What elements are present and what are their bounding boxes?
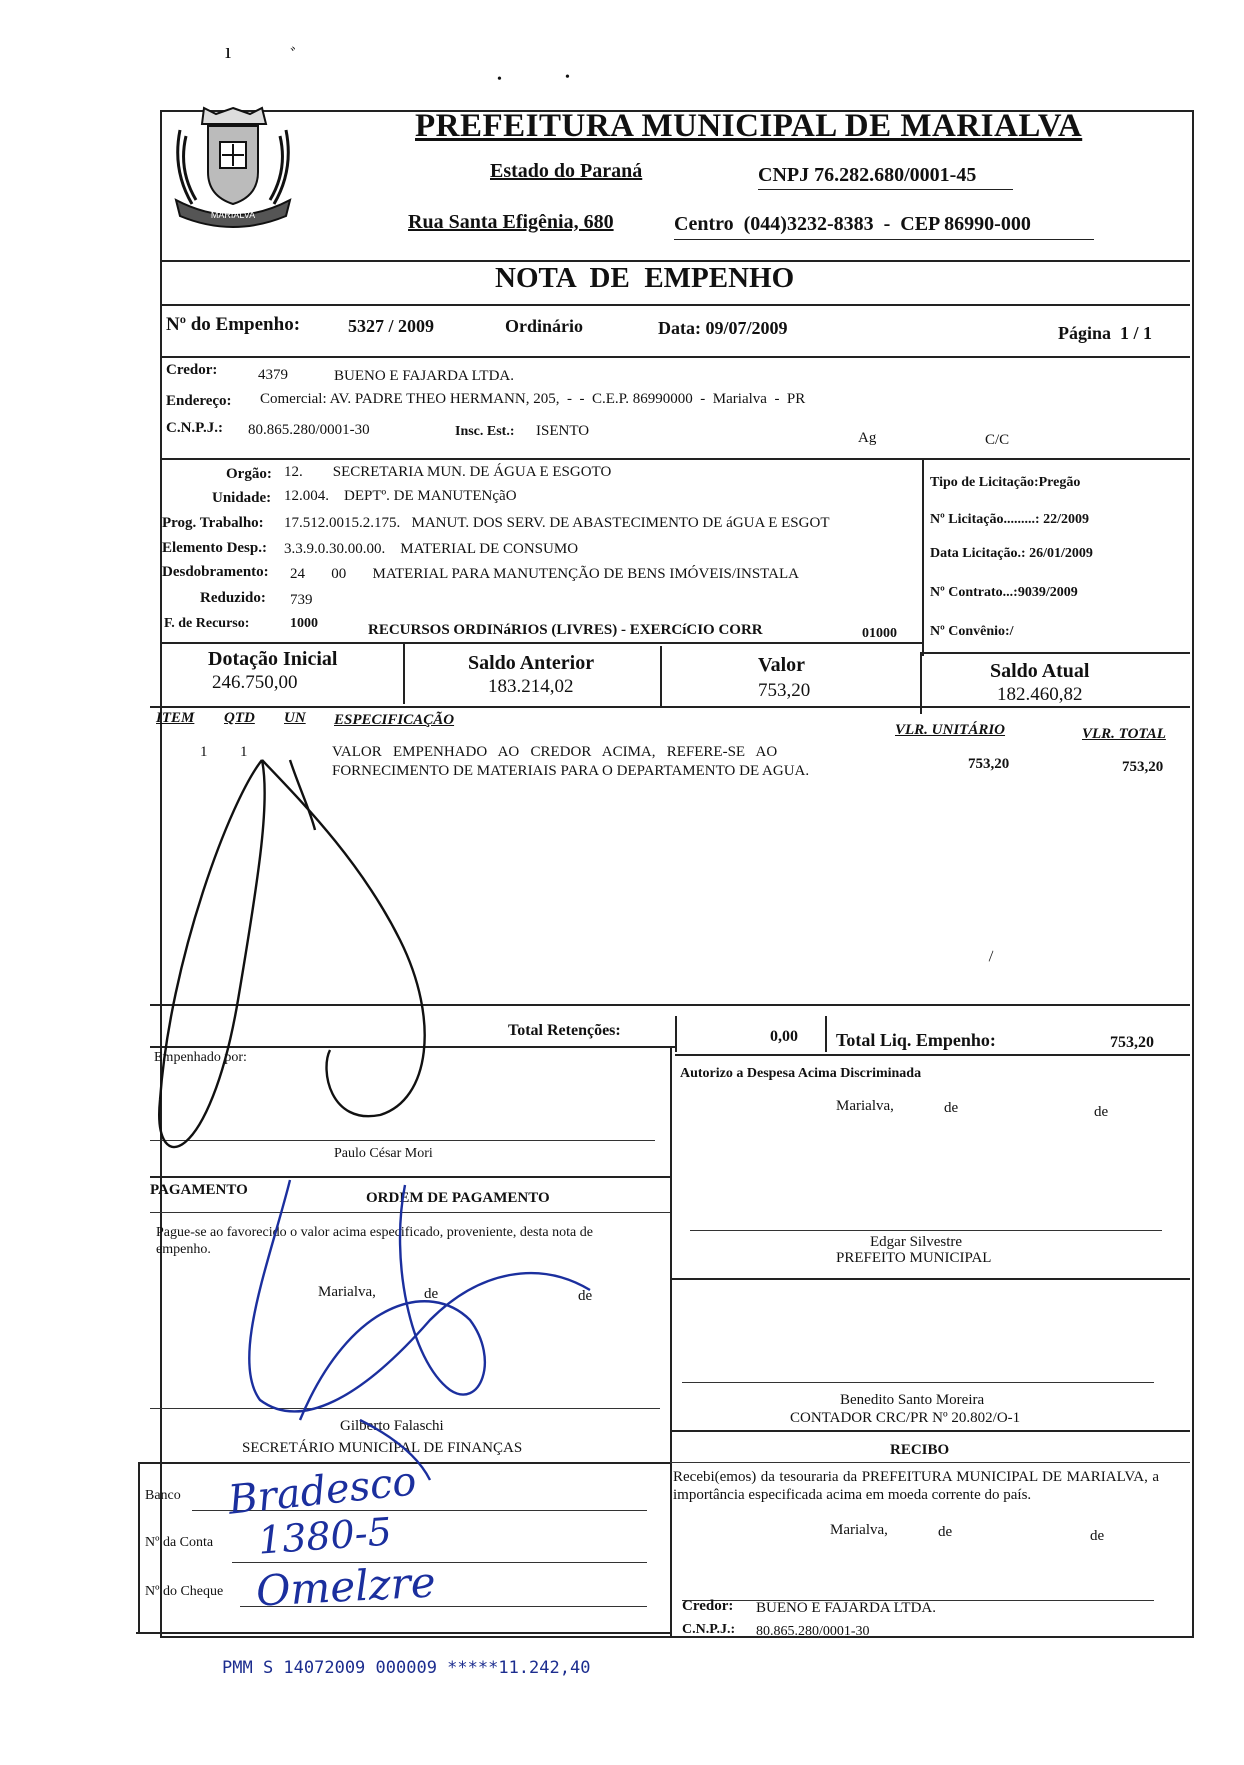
- unidade-value: 12.004. DEPTº. DE MANUTENçãO: [284, 488, 517, 504]
- orgao-value: 12. SECRETARIA MUN. DE ÁGUA E ESGOTO: [284, 464, 612, 480]
- saldo-atual-label: Saldo Atual: [990, 660, 1090, 682]
- dotacao-label: Dotação Inicial: [208, 648, 338, 670]
- elemento-value: 3.3.9.0.30.00.00. MATERIAL DE CONSUMO: [284, 541, 579, 557]
- recibo-cnpj-label: C.N.P.J.:: [682, 1622, 736, 1637]
- scan-mark: ﾞ: [290, 46, 299, 66]
- empenhado-label: Empenhado por:: [154, 1050, 247, 1065]
- secretario-name: Gilberto Falaschi: [340, 1418, 444, 1434]
- col-spec: ESPECIFICAÇÃO: [334, 712, 455, 728]
- retencoes-value: 0,00: [770, 1028, 798, 1045]
- contador-name: Benedito Santo Moreira: [840, 1392, 985, 1408]
- retencoes-label: Total Retenções:: [508, 1022, 621, 1039]
- insc-value: ISENTO: [536, 423, 590, 439]
- saldo-atual-value: 182.460,82: [997, 684, 1083, 705]
- recurso-desc: RECURSOS ORDINáRIOS (LIVRES) - EXERCíCIO CORR: [368, 622, 763, 638]
- banco-handwritten: Bradesco: [226, 1458, 419, 1524]
- total-liquido-label: Total Liq. Empenho:: [836, 1030, 996, 1050]
- autorizo-place: Marialva,: [836, 1098, 894, 1114]
- empenho-date: Data: 09/07/2009: [658, 318, 788, 338]
- scan-mark: \: [983, 948, 998, 965]
- col-qtd: QTD: [224, 710, 255, 726]
- item-number: 1: [200, 744, 208, 760]
- empenho-type: Ordinário: [505, 316, 584, 336]
- payment-stamp: PMM S 14072009 000009 *****11.242,40: [222, 1658, 591, 1678]
- pagamento-title: PAGAMENTO: [150, 1182, 248, 1198]
- item-qtd: 1: [240, 744, 248, 760]
- col-total: VLR. TOTAL: [1082, 726, 1166, 742]
- prog-value: 17.512.0015.2.175. MANUT. DOS SERV. DE ABASTECIMENTO DE áGUA E ESGOT: [284, 515, 830, 531]
- valor-value: 753,20: [758, 680, 811, 701]
- conta-label: Nº da Conta: [145, 1535, 214, 1550]
- recibo-place: Marialva,: [830, 1522, 888, 1538]
- autorizo-de2: de: [1094, 1104, 1109, 1120]
- empenho-number: 5327 / 2009: [348, 316, 435, 336]
- pagamento-de1: de: [424, 1286, 439, 1302]
- saldo-anterior-label: Saldo Anterior: [468, 652, 595, 674]
- recibo-title: RECIBO: [890, 1442, 950, 1458]
- cnpj-label: CNPJ 76.282.680/0001-45: [758, 164, 977, 186]
- insc-label: Insc. Est.:: [455, 424, 515, 439]
- licitacao-data: Data Licitação.: 26/01/2009: [930, 546, 1093, 561]
- document-type-title: NOTA DE EMPENHO: [495, 262, 795, 294]
- banco-label: Banco: [145, 1488, 181, 1503]
- credor-code: 4379: [258, 367, 288, 383]
- credor-name: BUENO E FAJARDA LTDA.: [334, 368, 515, 384]
- cc-label: C/C: [985, 432, 1010, 448]
- recibo-credor: BUENO E FAJARDA LTDA.: [756, 1600, 937, 1616]
- endereco-label: Endereço:: [166, 393, 232, 409]
- address-street: Rua Santa Efigênia, 680: [408, 211, 614, 233]
- orgao-label: Orgão:: [226, 466, 272, 482]
- item-spec-line2: FORNECIMENTO DE MATERIAIS PARA O DEPARTAMENTO DE AGUA.: [332, 763, 810, 779]
- ordem-pagamento-title: ORDEM DE PAGAMENTO: [366, 1190, 550, 1206]
- empenho-number-label: Nº do Empenho:: [166, 314, 301, 335]
- desdobramento-label: Desdobramento:: [162, 564, 269, 580]
- item-unit-value: 753,20: [968, 756, 1010, 772]
- autorizo-title: Autorizo a Despesa Acima Discriminada: [680, 1066, 922, 1081]
- prefeito-name: Edgar Silvestre: [870, 1234, 963, 1250]
- col-unit: VLR. UNITÁRIO: [895, 722, 1006, 738]
- svg-text:MARIALVA: MARIALVA: [210, 210, 256, 220]
- prog-label: Prog. Trabalho:: [162, 515, 264, 531]
- conta-handwritten: 1380-5: [256, 1509, 394, 1563]
- licitacao-convenio: Nº Convênio:/: [930, 624, 1014, 639]
- licitacao-contrato: Nº Contrato...:9039/2009: [930, 585, 1078, 600]
- scan-mark: •: [497, 72, 502, 87]
- scan-mark: ı: [225, 38, 232, 63]
- cheque-label: Nº do Cheque: [145, 1584, 224, 1599]
- pagamento-de2: de: [578, 1288, 593, 1304]
- valor-label: Valor: [758, 654, 806, 676]
- item-spec-line1: VALOR EMPENHADO AO CREDOR ACIMA, REFERE-SE AO: [332, 744, 778, 760]
- col-un: UN: [284, 710, 306, 726]
- secretario-role: SECRETÁRIO MUNICIPAL DE FINANÇAS: [242, 1440, 523, 1456]
- credor-address: Comercial: AV. PADRE THEO HERMANN, 205, - - C.E.P. 86990000 - Marialva - PR: [260, 391, 806, 407]
- page-indicator: Página 1 / 1: [1058, 323, 1153, 343]
- recurso-label: F. de Recurso:: [164, 616, 250, 631]
- licitacao-numero: Nº Licitação.........: 22/2009: [930, 512, 1089, 527]
- total-liquido-value: 753,20: [1110, 1034, 1154, 1051]
- recibo-de2: de: [1090, 1528, 1105, 1544]
- scan-mark: •: [565, 70, 570, 85]
- reduzido-value: 739: [290, 592, 313, 608]
- prefeito-role: PREFEITO MUNICIPAL: [836, 1250, 992, 1266]
- address-contact: Centro (044)3232-8383 - CEP 86990-000: [674, 213, 1031, 235]
- ag-label: Ag: [858, 430, 877, 446]
- contador-role: CONTADOR CRC/PR Nº 20.802/O-1: [790, 1410, 1021, 1426]
- col-item: ITEM: [156, 710, 195, 726]
- recurso-code2: 01000: [862, 626, 897, 641]
- elemento-label: Elemento Desp.:: [162, 540, 267, 556]
- autorizo-de1: de: [944, 1100, 959, 1116]
- cheque-handwritten: Omelzre: [254, 1557, 437, 1616]
- recibo-de1: de: [938, 1524, 953, 1540]
- recibo-cnpj: 80.865.280/0001-30: [756, 1624, 870, 1639]
- empenhado-name: Paulo César Mori: [334, 1146, 433, 1161]
- pagamento-place: Marialva,: [318, 1284, 376, 1300]
- state-label: Estado do Paraná: [490, 160, 643, 182]
- recibo-text: Recebi(emos) da tesouraria da PREFEITURA MUNICIPAL DE MARIALVA, a importância especificada acima em moeda corrente do país.: [673, 1469, 1159, 1503]
- saldo-anterior-value: 183.214,02: [488, 676, 574, 697]
- item-total-value: 753,20: [1122, 759, 1164, 775]
- credor-cnpj: 80.865.280/0001-30: [248, 422, 370, 438]
- recibo-credor-label: Credor:: [682, 1598, 734, 1614]
- credor-label: Credor:: [166, 362, 218, 378]
- licitacao-tipo: Tipo de Licitação:Pregão: [930, 475, 1081, 490]
- dotacao-value: 246.750,00: [212, 672, 298, 693]
- page-title: PREFEITURA MUNICIPAL DE MARIALVA: [415, 108, 1083, 144]
- recurso-code: 1000: [290, 616, 318, 631]
- unidade-label: Unidade:: [212, 490, 272, 506]
- pagamento-text: Pague-se ao favorecido o valor acima especificado, proveniente, desta nota de empenho.: [156, 1225, 593, 1257]
- cnpj-field-label: C.N.P.J.:: [166, 420, 223, 436]
- desdobramento-value: 24 00 MATERIAL PARA MANUTENÇÃO DE BENS IMÓVEIS/INSTALA: [290, 566, 799, 582]
- reduzido-label: Reduzido:: [200, 590, 266, 606]
